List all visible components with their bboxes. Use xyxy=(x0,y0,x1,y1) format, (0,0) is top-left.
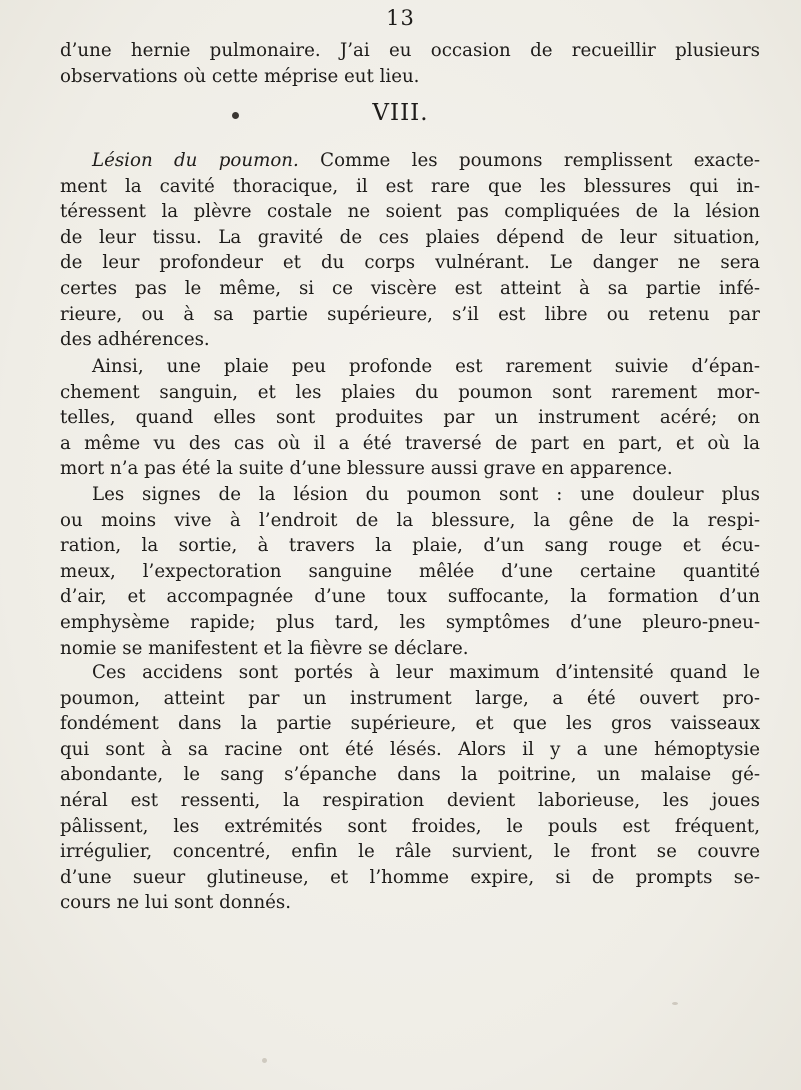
text-line: ment la cavité thoracique, il est rare que les blessures qui in- xyxy=(60,175,760,197)
text-line: irrégulier, concentré, enfin le râle survient, le front se couvre xyxy=(60,841,760,863)
text-line: cours ne lui sont donnés. xyxy=(60,892,292,914)
text-line: de leur tissu. La gravité de ces plaies dépend de leur situation, xyxy=(60,226,760,248)
text-line: rieure, ou à sa partie supérieure, s’il est libre ou retenu par xyxy=(60,303,760,325)
text-line: néral est ressenti, la respiration devient laborieuse, les joues xyxy=(60,789,760,811)
text-line: d’une hernie pulmonaire. J’ai eu occasion de recueillir plusieurs xyxy=(60,40,760,61)
page-number: 13 xyxy=(386,6,415,30)
text-line-rest: Comme les poumons remplissent exacte- xyxy=(298,150,760,171)
text-line: qui sont à sa racine ont été lésés. Alors il y a une hémoptysie xyxy=(60,738,760,760)
text-line: ration, la sortie, à travers la plaie, d’un sang rouge et écu- xyxy=(60,535,760,557)
paragraph-1 xyxy=(60,148,760,353)
text-line: Les signes de la lésion du poumon sont : une douleur plus xyxy=(92,484,760,505)
section-title: Lésion du poumon. xyxy=(92,150,299,171)
intro-paragraph xyxy=(60,38,760,89)
text-line: telles, quand elles sont produites par un instrument acéré; on xyxy=(60,407,760,429)
paper-speck xyxy=(262,1058,267,1063)
text-line: mort n’a pas été la suite d’une blessure aussi grave en apparence. xyxy=(60,458,673,480)
section-heading: VIII. xyxy=(372,100,429,126)
text-line: Ainsi, une plaie peu profonde est rarement suivie d’épan- xyxy=(92,356,760,377)
text-line: nomie se manifestent et la fièvre se déclare. xyxy=(60,637,469,659)
text-line: a même vu des cas où il a été traversé de part en part, et où la xyxy=(60,432,760,454)
text-line: d’une sueur glutineuse, et l’homme expire, si de prompts se- xyxy=(60,866,760,888)
paragraph-2 xyxy=(60,354,760,482)
text-line: emphysème rapide; plus tard, les symptômes d’une pleuro-pneu- xyxy=(60,611,760,633)
text-line: chement sanguin, et les plaies du poumon sont rarement mor- xyxy=(60,381,760,403)
text-line: des adhérences. xyxy=(60,329,210,351)
paragraph-4 xyxy=(60,660,760,916)
paper-speck xyxy=(672,1002,678,1005)
text-line: d’air, et accompagnée d’une toux suffocante, la formation d’un xyxy=(60,586,760,608)
text-line: ou moins vive à l’endroit de la blessure, la gêne de la respi- xyxy=(60,509,760,531)
text-line: observations où cette méprise eut lieu. xyxy=(60,65,420,87)
text-line: poumon, atteint par un instrument large, a été ouvert pro- xyxy=(60,687,760,709)
text-line: certes pas le même, si ce viscère est atteint à sa partie infé- xyxy=(60,277,760,299)
text-line: téressent la plèvre costale ne soient pas compliquées de la lésion xyxy=(60,201,760,223)
text-line: fondément dans la partie supérieure, et que les gros vaisseaux xyxy=(60,713,760,735)
text-line: abondante, le sang s’épanche dans la poitrine, un malaise gé- xyxy=(60,764,760,786)
text-line: pâlissent, les extrémités sont froides, le pouls est fréquent, xyxy=(60,815,760,837)
text-line: de leur profondeur et du corps vulnérant. Le danger ne sera xyxy=(60,252,760,274)
text-line: Ces accidens sont portés à leur maximum d’intensité quand le xyxy=(92,662,760,683)
paragraph-3 xyxy=(60,482,760,661)
text-line xyxy=(60,148,760,174)
text-line: meux, l’expectoration sanguine mêlée d’une certaine quantité xyxy=(60,560,760,582)
